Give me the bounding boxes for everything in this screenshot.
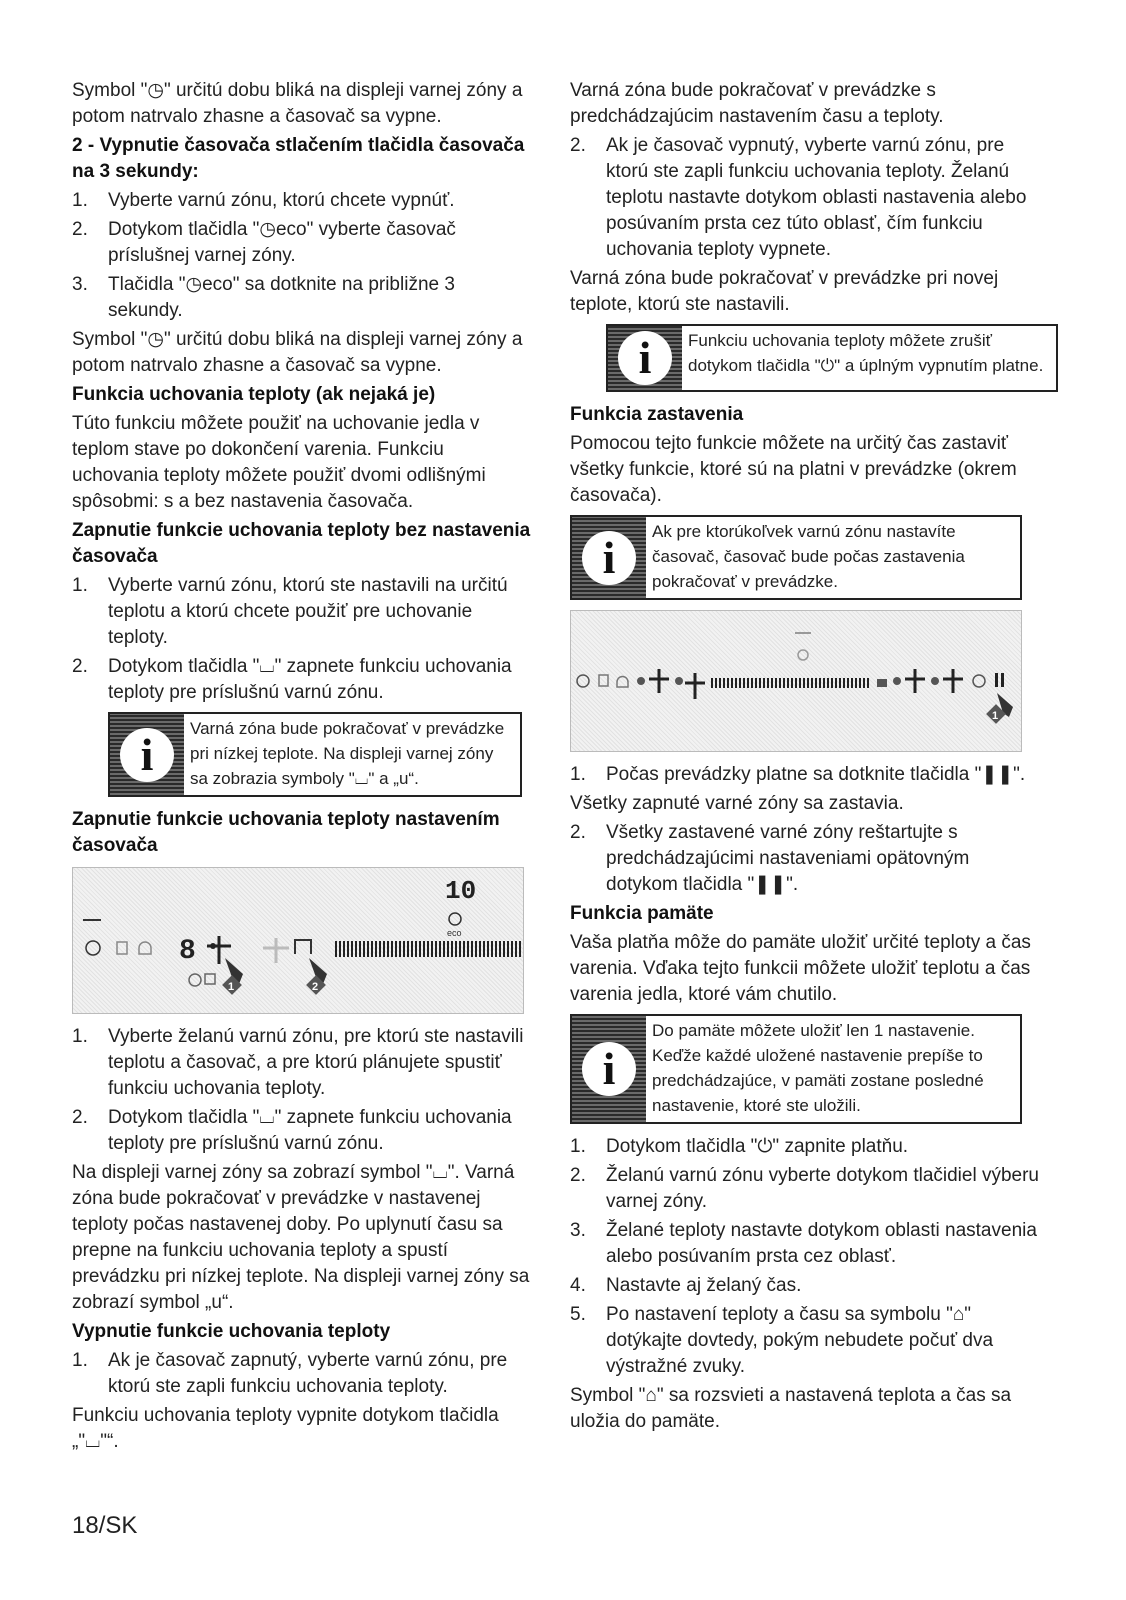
list-item: 1. Vyberte želanú varnú zónu, pre ktorú ste nastavili teplotu a časovač, a pre ktorú plánujete spustiť funkciu uchovania teploty. (72, 1026, 524, 1099)
info-icon: i (110, 714, 184, 795)
list-item: 1. Dotykom tlačidla "⏻" zapnite platňu. (570, 1136, 909, 1157)
steps-keep-warm-no-timer (72, 573, 534, 706)
pause-intro: Pomocou tejto funkcie môžete na určitý čas zastaviť všetky funkcie, ktoré sú na platni v prevádzke (okrem časovača). (570, 433, 1017, 506)
list-item: 4. Nastavte aj želaný čas. (570, 1275, 802, 1296)
slider-bar (335, 940, 521, 958)
info-box-low-temp (108, 712, 522, 797)
list-item: 2. Dotykom tlačidla "⌴" zapnete funkciu uchovania teploty pre príslušnú varnú zónu. (72, 656, 512, 703)
list-item: 2. Ak je časovač vypnutý, vyberte varnú zónu, pre ktorú ste zapli funkciu uchovania teploty. Želanú teplotu nastavte dotykom oblasti nastavenia alebo posúvaním prsta cez túto oblasť, čím funkciu uchovania teploty vypnete. (570, 135, 1027, 260)
steps-keep-warm-off (72, 1348, 534, 1400)
timer-off-note: Symbol "◷" určitú dobu bliká na displeji varnej zóny a potom natrvalo zhasne a časovač sa vypne. (72, 80, 523, 127)
keep-warm-icon (295, 940, 311, 954)
pause-result: Všetky zapnuté varné zóny sa zastavia. (570, 793, 904, 814)
panel-timer-display: 10 (445, 876, 477, 906)
power-icon (577, 675, 589, 687)
list-item: 2. Dotykom tlačidla "⌴" zapnete funkciu uchovania teploty pre príslušnú varnú zónu. (72, 1107, 512, 1154)
list-item: 5. Po nastavení teploty a času sa symbolu "⌂" dotýkajte dovtedy, pokým nebudete počuť dva výstražné zvuky. (570, 1304, 994, 1377)
list-item: 1. Vyberte varnú zónu, ktorú chcete vypnúť. (72, 190, 455, 211)
info-icon: i (572, 517, 646, 598)
steps-timer-off (72, 188, 534, 324)
info-icon: i (608, 326, 682, 390)
heading-keep-warm-off: Vypnutie funkcie uchovania teploty (72, 1321, 391, 1342)
heading-keep-warm-with-timer: Zapnutie funkcie uchovania teploty nastavením časovača (72, 809, 500, 856)
lock-icon (599, 675, 608, 686)
pause-icon (995, 673, 998, 687)
list-item: 2. Všetky zastavené varné zóny reštartujte s predchádzajúcimi nastaveniami opätovným dotykom tlačidla "❚❚". (570, 822, 970, 895)
list-item: 3. Želané teploty nastavte dotykom oblasti nastavenia alebo posúvaním prsta cez oblasť. (570, 1220, 1037, 1267)
new-temp-note: Varná zóna bude pokračovať v prevádzke pri novej teplote, ktorú ste nastavili. (570, 268, 999, 315)
list-item: 1. Počas prevádzky platne sa dotknite tlačidla "❚❚". (570, 764, 1026, 785)
timer-blink-note: Symbol "◷" určitú dobu bliká na displeji varnej zóny a potom natrvalo zhasne a časovač sa vypne. (72, 329, 523, 376)
keep-warm-display-note: Na displeji varnej zóny sa zobrazí symbol "⌴". Varná zóna bude pokračovať v prevádzke v nastavenej teploty počas nastavenej doby. Po uplynutí času sa prepne na funkciu uchovania teploty a spustí prevádzku pri nízkej teplote. Na displeji varnej zóny sa zobrazí symbol „u“. (72, 1162, 530, 1313)
steps-memory (570, 1134, 1040, 1380)
info-box-pause-timer (570, 515, 1022, 600)
panel-eco-label: eco (447, 928, 462, 938)
svg-text:1: 1 (992, 710, 999, 722)
left-column (72, 78, 534, 1458)
pause-panel-illustration (570, 610, 1022, 752)
info-text: Ak pre ktorúkoľvek varnú zónu nastavíte časovač, časovač bude počas zastavenia pokračovať v prevádzke. (652, 522, 965, 591)
heading-keep-warm: Funkcia uchovania teploty (ak nejaká je) (72, 384, 436, 405)
keep-warm-off-note: Funkciu uchovania teploty vypnite dotykom tlačidla „"⌴"“. (72, 1405, 499, 1452)
info-text: Do pamäte môžete uložiť len 1 nastavenie. Keďže každé uložené nastavenie prepíše to predchádzajúce, v pamäti zostane posledné nastavenie, ktoré ste uložili. (652, 1021, 984, 1115)
list-item: 1. Ak je časovač zapnutý, vyberte varnú zónu, pre ktorú ste zapli funkciu uchovania teploty. (72, 1350, 508, 1397)
list-item: 3. Tlačidla "◷eco" sa dotknite na približne 3 sekundy. (72, 274, 455, 321)
svg-text:1: 1 (228, 981, 235, 993)
keep-warm-icon (877, 679, 887, 687)
heading-memory: Funkcia pamäte (570, 903, 714, 924)
continue-note: Varná zóna bude pokračovať v prevádzke s predchádzajúcim nastavením času a teploty. (570, 80, 944, 127)
steps-resume (570, 820, 1040, 898)
heading-timer-off-3s: 2 - Vypnutie časovača stlačením tlačidla časovača na 3 sekundy: (72, 135, 525, 182)
control-panel-illustration (72, 867, 524, 1014)
control-panel-svg (73, 868, 523, 1013)
page-number: 18/SK (72, 1512, 138, 1539)
memory-icon (617, 677, 628, 688)
lock-icon (117, 942, 127, 954)
info-text: Varná zóna bude pokračovať v prevádzke pri nízkej teplote. Na displeji varnej zóny sa zobrazia symboly "⌴" a „u“. (190, 719, 505, 788)
steps-timer-off-case (570, 133, 1040, 263)
eco-timer-icon (449, 913, 461, 925)
heading-keep-warm-no-timer: Zapnutie funkcie uchovania teploty bez nastavenia časovača (72, 520, 531, 567)
steps-keep-warm-timer (72, 1024, 534, 1157)
steps-pause (570, 762, 1040, 788)
pause-panel-svg (571, 611, 1021, 751)
info-box-memory (570, 1014, 1022, 1124)
panel-zone-digit: 8 (179, 936, 196, 967)
memory-icon (139, 942, 151, 954)
info-icon: i (572, 1016, 646, 1122)
memory-intro: Vaša platňa môže do pamäte uložiť určité teploty a čas varenia. Vďaka tejto funkcii môžete uložiť teplotu a čas varenia jedla, ktoré vám chutilo. (570, 932, 1031, 1005)
svg-text:2: 2 (312, 981, 319, 993)
keep-warm-intro: Túto funkciu môžete použiť na uchovanie jedla v teplom stave po dokončení varenia. Funkciu uchovania teploty môžete použiť dvomi odlišnými spôsobmi: s a bez nastavenia časovača. (72, 413, 486, 512)
info-box-cancel (606, 324, 1058, 392)
heading-pause: Funkcia zastavenia (570, 404, 744, 425)
list-item: 1. Vyberte varnú zónu, ktorú ste nastavili na určitú teplotu a ktorú chcete použiť pre uchovanie teploty. (72, 575, 508, 648)
right-column (570, 78, 1044, 1438)
memory-result: Symbol "⌂" sa rozsvieti a nastavená teplota a čas sa uložia do pamäte. (570, 1385, 1012, 1432)
list-item: 2. Dotykom tlačidla "◷eco" vyberte časovač príslušnej varnej zóny. (72, 219, 456, 266)
info-text: Funkciu uchovania teploty môžete zrušiť dotykom tlačidla "⏻" a úplným vypnutím platne. (688, 331, 1044, 375)
eco-timer-icon (798, 650, 808, 660)
power-icon (86, 941, 100, 955)
list-item: 2. Želanú varnú zónu vyberte dotykom tlačidiel výberu varnej zóny. (570, 1165, 1040, 1212)
